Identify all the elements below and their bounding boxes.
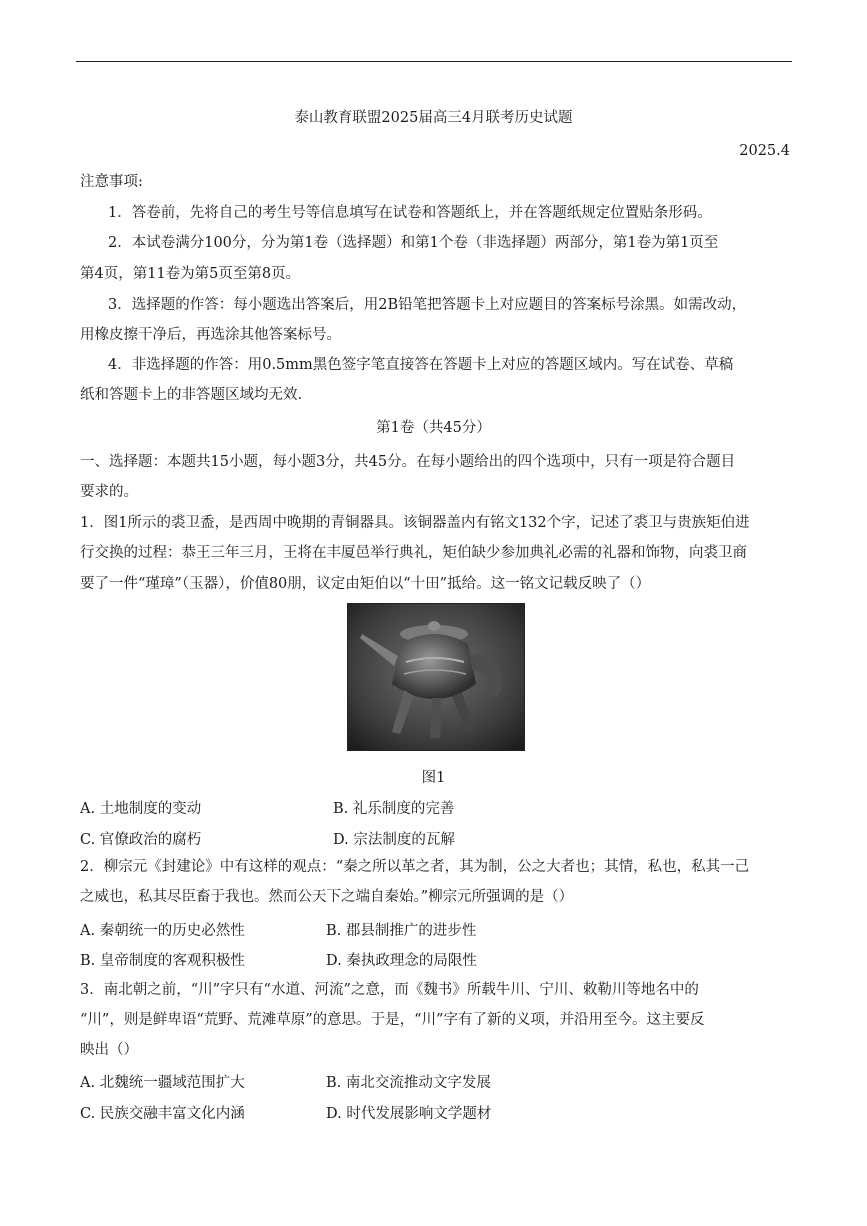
notes-heading: 注意事项: — [80, 174, 143, 190]
note-line: 3．选择题的作答：每小题选出答案后，用2B铅笔把答题卡上对应题目的答案标号涂黑。如需改动， — [108, 297, 747, 313]
q3-stem: 映出（） — [80, 1042, 138, 1058]
q2-option-d: D. 秦执政理念的局限性 — [326, 953, 477, 969]
note-line: 用橡皮擦干净后，再选涂其他答案标号。 — [80, 327, 341, 343]
bronze-vessel-image — [348, 604, 524, 750]
q2-stem: 2．柳宗元《封建论》中有这样的观点：“秦之所以革之者，其为制，公之大者也；其情，私也，私其一己 — [80, 859, 750, 875]
q1-option-c: C. 官僚政治的腐朽 — [80, 832, 202, 848]
q3-option-d: D. 时代发展影响文学题材 — [326, 1106, 492, 1122]
note-line: 1．答卷前，先将自己的考生号等信息填写在试卷和答题纸上，并在答题纸规定位置贴条形码。 — [108, 205, 712, 221]
q3-stem: 3．南北朝之前，“川”字只有“水道、河流”之意，而《魏书》所载牛川、宁川、敕勒川等地名中的 — [80, 982, 699, 998]
q3-stem: “川”，则是鲜卑语“荒野、荒滩草原”的意思。于是，“川”字有了新的义项，并沿用至今。这主要反 — [80, 1012, 705, 1028]
q2-stem: 之威也，私其尽臣畜于我也。然而公天下之端自秦始。”柳宗元所强调的是（） — [80, 889, 574, 905]
section-title: 第1卷（共45分） — [376, 420, 491, 436]
q2-option-c: B. 皇帝制度的客观积极性 — [80, 953, 245, 969]
q2-option-a: A. 秦朝统一的历史必然性 — [80, 923, 245, 939]
q1-stem: 行交换的过程：恭王三年三月，王将在丰厦邑举行典礼，矩伯缺少参加典礼必需的礼器和饰物，向裘卫商 — [80, 545, 747, 561]
figure-caption: 图1 — [421, 770, 446, 786]
bronze-vessel-figure — [347, 603, 525, 751]
q1-option-b: B. 礼乐制度的完善 — [333, 801, 455, 817]
q3-option-c: C. 民族交融丰富文化内涵 — [80, 1106, 245, 1122]
q3-option-a: A. 北魏统一疆域范围扩大 — [80, 1075, 245, 1091]
q1-stem: 要了一件“瑾璋”（玉器），价值80朋，议定由矩伯以“十田”抵给。这一铭文记载反映了（） — [80, 576, 651, 592]
exam-date: 2025.4 — [739, 143, 790, 159]
exam-title: 泰山教育联盟2025届高三4月联考历史试题 — [294, 110, 573, 126]
q1-option-a: A. 土地制度的变动 — [80, 801, 202, 817]
q3-option-b: B. 南北交流推动文字发展 — [326, 1075, 491, 1091]
note-line: 第4页，第11卷为第5页至第8页。 — [80, 266, 301, 282]
note-line: 纸和答题卡上的非答题区域均无效. — [80, 387, 303, 403]
q2-option-b: B. 郡县制推广的进步性 — [326, 923, 477, 939]
section-intro: 要求的。 — [80, 484, 138, 500]
top-rule — [76, 61, 792, 62]
note-line: 4．非选择题的作答：用0.5mm黑色签字笔直接答在答题卡上对应的答题区域内。写在试卷、草稿 — [108, 357, 734, 373]
note-line: 2．本试卷满分100分，分为第1卷（选择题）和第1个卷（非选择题）两部分，第1卷为第1页至 — [108, 235, 719, 251]
q1-option-d: D. 宗法制度的瓦解 — [333, 832, 455, 848]
section-intro: 一、选择题：本题共15小题，每小题3分，共45分。在每小题给出的四个选项中，只有一项是符合题目 — [80, 454, 736, 470]
q1-stem: 1．图1所示的裘卫盉，是西周中晚期的青铜器具。该铜器盖内有铭文132个字，记述了裘卫与贵族矩伯进 — [80, 515, 750, 531]
